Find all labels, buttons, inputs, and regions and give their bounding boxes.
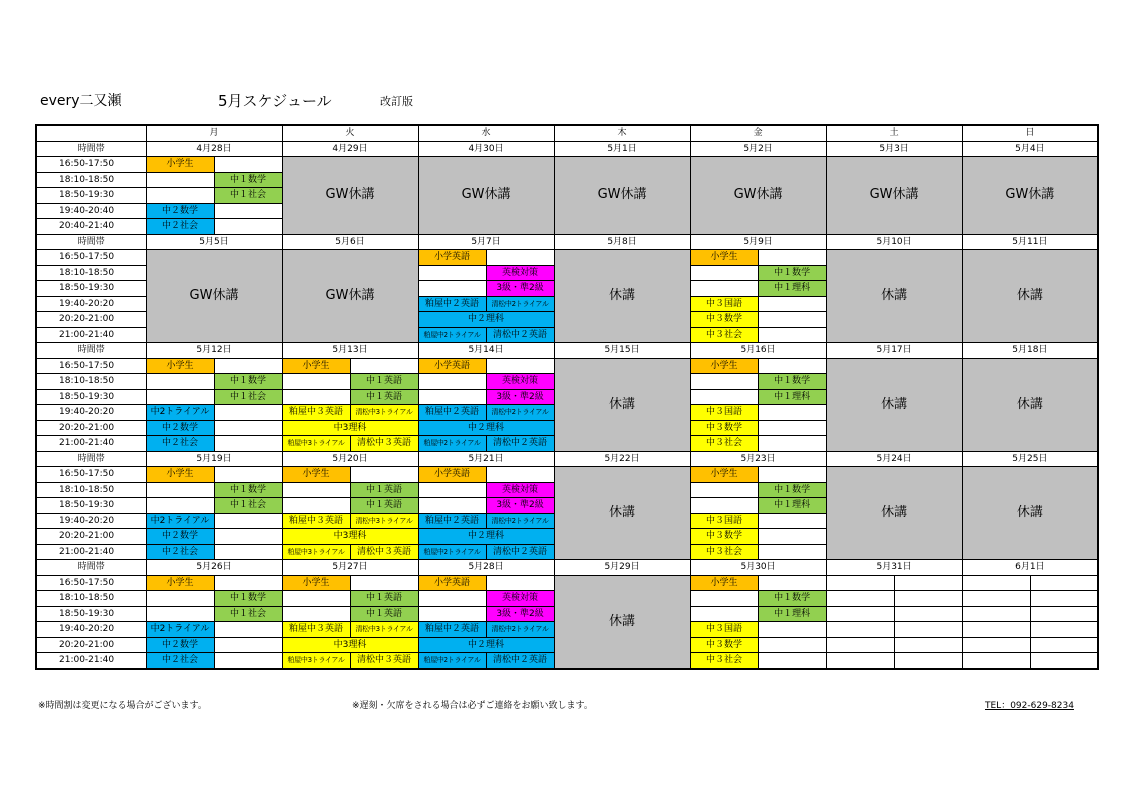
day-tue: 火 xyxy=(282,125,418,141)
date-cell: 5月21日 xyxy=(418,451,554,467)
class-cell: 中１数学 xyxy=(214,591,282,607)
class-cell: 中１数学 xyxy=(758,265,826,281)
time-slot: 18:10-18:50 xyxy=(36,482,146,498)
class-cell: 中３社会 xyxy=(690,327,758,343)
time-slot: 19:40-20:20 xyxy=(36,622,146,638)
class-cell: 英検対策 xyxy=(486,482,554,498)
date-cell: 5月18日 xyxy=(962,343,1098,359)
class-cell: 小学英語 xyxy=(418,250,486,266)
class-cell: 中１数学 xyxy=(758,482,826,498)
class-cell: 清松中３英語 xyxy=(350,653,418,669)
class-cell: 中１英語 xyxy=(350,591,418,607)
class-cell: 中１社会 xyxy=(214,498,282,514)
date-cell: 5月28日 xyxy=(418,560,554,576)
time-slot: 19:40-20:40 xyxy=(36,203,146,219)
corner-cell xyxy=(36,125,146,141)
day-thu: 木 xyxy=(554,125,690,141)
time-slot: 20:20-21:00 xyxy=(36,637,146,653)
date-cell: 5月20日 xyxy=(282,451,418,467)
date-cell: 4月30日 xyxy=(418,141,554,157)
class-cell: 中１英語 xyxy=(350,606,418,622)
time-slot: 20:20-21:00 xyxy=(36,312,146,328)
date-cell: 5月15日 xyxy=(554,343,690,359)
class-cell: 清松中3トライアル xyxy=(350,405,418,421)
closed-cell: GW休講 xyxy=(826,157,962,235)
date-cell: 5月7日 xyxy=(418,234,554,250)
class-cell: 中２社会 xyxy=(146,544,214,560)
class-cell: 中１数学 xyxy=(758,591,826,607)
off-cell: 休講 xyxy=(554,358,690,451)
class-cell: 粕屋中２英語 xyxy=(418,513,486,529)
date-cell: 4月28日 xyxy=(146,141,282,157)
class-cell: 小学生 xyxy=(690,467,758,483)
time-slot: 18:10-18:50 xyxy=(36,172,146,188)
class-cell: 小学英語 xyxy=(418,358,486,374)
date-row xyxy=(36,234,1098,250)
time-slot: 21:00-21:40 xyxy=(36,436,146,452)
class-cell: 英検対策 xyxy=(486,265,554,281)
class-cell: 中１理科 xyxy=(758,606,826,622)
date-cell: 5月31日 xyxy=(826,560,962,576)
class-cell: 小学生 xyxy=(146,157,214,173)
time-slot: 16:50-17:50 xyxy=(36,358,146,374)
class-cell: 粕屋中2トライアル xyxy=(418,653,486,669)
off-cell: 休講 xyxy=(554,575,690,669)
class-cell: 中１数学 xyxy=(214,482,282,498)
off-cell: 休講 xyxy=(962,250,1098,343)
class-cell: 中3理科 xyxy=(282,420,418,436)
class-cell: 中２社会 xyxy=(146,436,214,452)
date-row xyxy=(36,141,1098,157)
class-cell: 中１理科 xyxy=(758,498,826,514)
class-cell: 小学生 xyxy=(146,467,214,483)
class-cell: 3級・準2級 xyxy=(486,281,554,297)
off-cell: 休講 xyxy=(554,467,690,560)
day-sun: 日 xyxy=(962,125,1098,141)
class-cell: 中２理科 xyxy=(418,529,554,545)
date-cell: 5月27日 xyxy=(282,560,418,576)
date-cell: 5月19日 xyxy=(146,451,282,467)
time-slot: 18:50-19:30 xyxy=(36,389,146,405)
class-cell: 清松中３英語 xyxy=(350,544,418,560)
schedule-table xyxy=(35,124,1099,670)
class-cell: 粕屋中3トライアル xyxy=(282,653,350,669)
time-slot: 18:50-19:30 xyxy=(36,188,146,204)
class-cell: 粕屋中３英語 xyxy=(282,513,350,529)
class-cell: 粕屋中２英語 xyxy=(418,405,486,421)
class-cell: 清松中3トライアル xyxy=(350,513,418,529)
time-slot: 21:00-21:40 xyxy=(36,544,146,560)
time-slot: 21:00-21:40 xyxy=(36,327,146,343)
off-cell: 休講 xyxy=(962,358,1098,451)
class-cell: 清松中2トライアル xyxy=(486,405,554,421)
class-cell: 中１英語 xyxy=(350,482,418,498)
time-label: 時間帯 xyxy=(36,141,146,157)
class-cell: 中１英語 xyxy=(350,498,418,514)
phone-number: TEL：092-629-8234 xyxy=(985,701,1074,711)
day-fri: 金 xyxy=(690,125,826,141)
date-cell: 5月22日 xyxy=(554,451,690,467)
day-wed: 水 xyxy=(418,125,554,141)
day-header-row xyxy=(36,125,1098,141)
class-cell: 中１社会 xyxy=(214,188,282,204)
date-row xyxy=(36,560,1098,576)
day-mon: 月 xyxy=(146,125,282,141)
class-cell: 中２社会 xyxy=(146,653,214,669)
date-cell: 5月29日 xyxy=(554,560,690,576)
date-cell: 5月5日 xyxy=(146,234,282,250)
class-cell: 粕屋中3トライアル xyxy=(282,436,350,452)
class-cell: 粕屋中３英語 xyxy=(282,405,350,421)
day-sat: 土 xyxy=(826,125,962,141)
off-cell: 休講 xyxy=(826,467,962,560)
class-cell: 中１理科 xyxy=(758,389,826,405)
date-cell: 5月16日 xyxy=(690,343,826,359)
time-slot: 20:20-21:00 xyxy=(36,420,146,436)
date-cell: 5月3日 xyxy=(826,141,962,157)
time-label: 時間帯 xyxy=(36,234,146,250)
class-cell: 中１英語 xyxy=(350,389,418,405)
class-cell: 3級・準2級 xyxy=(486,389,554,405)
class-cell: 小学生 xyxy=(146,575,214,591)
date-cell: 5月11日 xyxy=(962,234,1098,250)
class-cell: 中2トライアル xyxy=(146,513,214,529)
class-cell: 清松中2トライアル xyxy=(486,296,554,312)
class-cell: 中１社会 xyxy=(214,389,282,405)
date-cell: 5月30日 xyxy=(690,560,826,576)
date-row xyxy=(36,343,1098,359)
class-cell: 中１社会 xyxy=(214,606,282,622)
class-cell: 小学英語 xyxy=(418,575,486,591)
date-cell: 5月10日 xyxy=(826,234,962,250)
class-cell: 中３数学 xyxy=(690,420,758,436)
date-cell: 5月17日 xyxy=(826,343,962,359)
class-cell: 粕屋中２英語 xyxy=(418,622,486,638)
date-cell: 4月29日 xyxy=(282,141,418,157)
date-cell: 6月1日 xyxy=(962,560,1098,576)
class-cell: 清松中2トライアル xyxy=(486,622,554,638)
time-slot: 19:40-20:20 xyxy=(36,513,146,529)
class-cell: 小学生 xyxy=(690,575,758,591)
class-cell: 中２数学 xyxy=(146,420,214,436)
time-slot: 16:50-17:50 xyxy=(36,467,146,483)
time-slot: 16:50-17:50 xyxy=(36,250,146,266)
class-cell: 中１数学 xyxy=(214,374,282,390)
page-title: 5月スケジュール xyxy=(218,92,332,110)
time-label: 時間帯 xyxy=(36,343,146,359)
class-cell: 中２理科 xyxy=(418,312,554,328)
off-cell: 休講 xyxy=(554,250,690,343)
class-cell: 粕屋中2トライアル xyxy=(418,327,486,343)
date-cell: 5月2日 xyxy=(690,141,826,157)
time-slot: 21:00-21:40 xyxy=(36,653,146,669)
date-cell: 5月9日 xyxy=(690,234,826,250)
class-cell: 中１数学 xyxy=(214,172,282,188)
class-cell: 清松中２英語 xyxy=(486,436,554,452)
date-cell: 5月13日 xyxy=(282,343,418,359)
date-cell: 5月1日 xyxy=(554,141,690,157)
time-slot: 18:50-19:30 xyxy=(36,498,146,514)
off-cell: 休講 xyxy=(962,467,1098,560)
class-cell: 粕屋中2トライアル xyxy=(418,544,486,560)
class-cell: 中２理科 xyxy=(418,637,554,653)
time-slot: 19:40-20:20 xyxy=(36,296,146,312)
date-cell: 5月8日 xyxy=(554,234,690,250)
footer-note-absence: ※遅刻・欠席をされる場合は必ずご連絡をお願い致します。 xyxy=(352,701,593,711)
class-cell: 中３国語 xyxy=(690,296,758,312)
class-cell: 小学生 xyxy=(282,467,350,483)
class-cell: 英検対策 xyxy=(486,374,554,390)
class-cell: 3級・準2級 xyxy=(486,498,554,514)
class-cell: 中３社会 xyxy=(690,436,758,452)
class-cell: 中3理科 xyxy=(282,637,418,653)
class-cell: 中２数学 xyxy=(146,203,214,219)
class-cell: 小学生 xyxy=(282,358,350,374)
class-cell: 中３数学 xyxy=(690,529,758,545)
class-cell: 粕屋中３英語 xyxy=(282,622,350,638)
time-slot: 18:10-18:50 xyxy=(36,265,146,281)
class-cell: 中３国語 xyxy=(690,513,758,529)
footer-note-schedule: ※時間割は変更になる場合がございます。 xyxy=(38,701,207,711)
time-slot: 18:50-19:30 xyxy=(36,606,146,622)
class-cell: 小学生 xyxy=(282,575,350,591)
closed-cell: GW休講 xyxy=(418,157,554,235)
class-cell: 中３国語 xyxy=(690,405,758,421)
closed-cell: GW休講 xyxy=(282,157,418,235)
class-cell: 中１数学 xyxy=(758,374,826,390)
class-cell: 清松中3トライアル xyxy=(350,622,418,638)
class-cell: 小学生 xyxy=(146,358,214,374)
class-cell: 中2トライアル xyxy=(146,622,214,638)
time-slot: 18:50-19:30 xyxy=(36,281,146,297)
class-cell: 清松中３英語 xyxy=(350,436,418,452)
off-cell: 休講 xyxy=(826,250,962,343)
time-slot: 18:10-18:50 xyxy=(36,591,146,607)
class-cell: 中１英語 xyxy=(350,374,418,390)
date-cell: 5月4日 xyxy=(962,141,1098,157)
class-cell: 小学英語 xyxy=(418,467,486,483)
class-cell: 中2トライアル xyxy=(146,405,214,421)
time-slot: 16:50-17:50 xyxy=(36,575,146,591)
class-cell: 中３数学 xyxy=(690,312,758,328)
class-cell: 小学生 xyxy=(690,358,758,374)
closed-cell: GW休講 xyxy=(690,157,826,235)
time-slot: 19:40-20:20 xyxy=(36,405,146,421)
closed-cell: GW休講 xyxy=(962,157,1098,235)
class-cell: 中２数学 xyxy=(146,637,214,653)
time-slot: 20:20-21:00 xyxy=(36,529,146,545)
class-cell: 小学生 xyxy=(690,250,758,266)
time-slot: 18:10-18:50 xyxy=(36,374,146,390)
time-slot: 16:50-17:50 xyxy=(36,157,146,173)
class-cell: 3級・準2級 xyxy=(486,606,554,622)
class-cell: 英検対策 xyxy=(486,591,554,607)
date-cell: 5月26日 xyxy=(146,560,282,576)
class-cell: 粕屋中2トライアル xyxy=(418,436,486,452)
date-cell: 5月12日 xyxy=(146,343,282,359)
school-name: every二又瀬 xyxy=(40,93,122,109)
class-cell: 清松中２英語 xyxy=(486,653,554,669)
class-cell: 粕屋中２英語 xyxy=(418,296,486,312)
closed-cell: GW休講 xyxy=(554,157,690,235)
date-cell: 5月6日 xyxy=(282,234,418,250)
class-cell: 中３国語 xyxy=(690,622,758,638)
class-cell: 中２数学 xyxy=(146,529,214,545)
date-cell: 5月14日 xyxy=(418,343,554,359)
closed-cell: GW休講 xyxy=(146,250,282,343)
class-cell: 粕屋中3トライアル xyxy=(282,544,350,560)
date-cell: 5月23日 xyxy=(690,451,826,467)
date-cell: 5月25日 xyxy=(962,451,1098,467)
time-slot: 20:40-21:40 xyxy=(36,219,146,235)
class-cell: 清松中２英語 xyxy=(486,327,554,343)
class-cell: 中3理科 xyxy=(282,529,418,545)
class-cell: 清松中２英語 xyxy=(486,544,554,560)
class-cell: 中３社会 xyxy=(690,653,758,669)
class-cell: 清松中2トライアル xyxy=(486,513,554,529)
revision-label: 改訂版 xyxy=(380,95,413,108)
time-label: 時間帯 xyxy=(36,560,146,576)
closed-cell: GW休講 xyxy=(282,250,418,343)
class-cell: 中１理科 xyxy=(758,281,826,297)
class-cell: 中３数学 xyxy=(690,637,758,653)
time-label: 時間帯 xyxy=(36,451,146,467)
date-row xyxy=(36,451,1098,467)
class-cell: 中２社会 xyxy=(146,219,214,235)
off-cell: 休講 xyxy=(826,358,962,451)
date-cell: 5月24日 xyxy=(826,451,962,467)
class-cell: 中３社会 xyxy=(690,544,758,560)
class-cell: 中２理科 xyxy=(418,420,554,436)
